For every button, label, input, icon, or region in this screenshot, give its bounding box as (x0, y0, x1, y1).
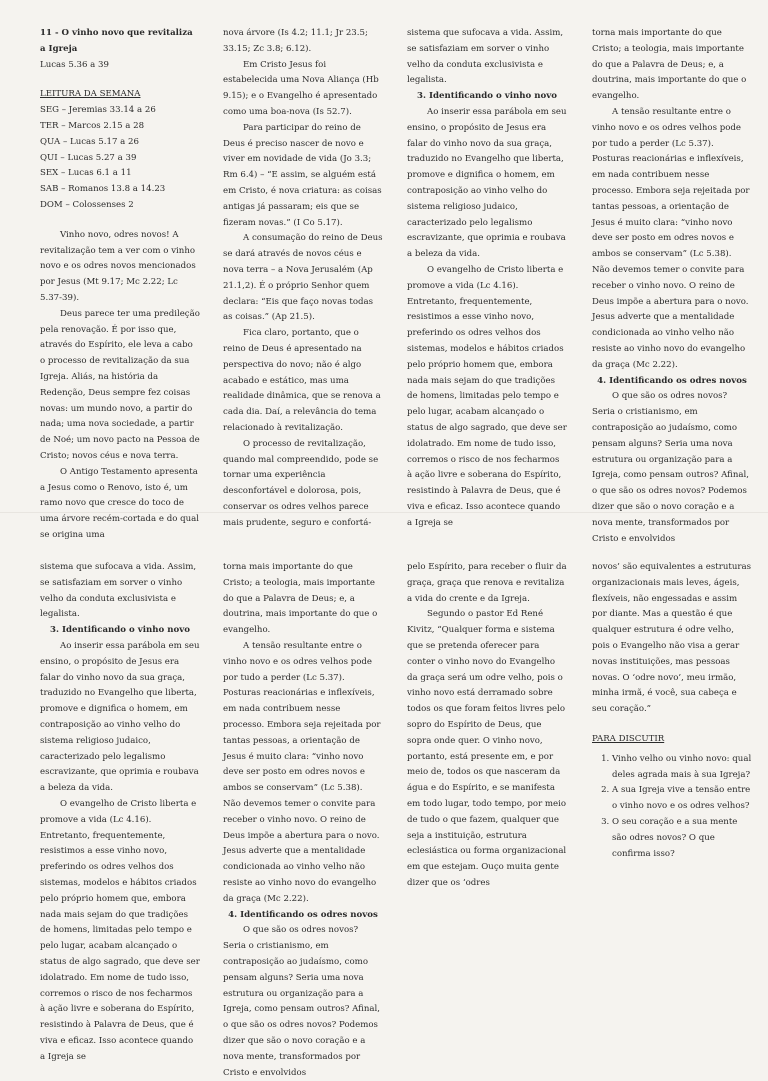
discussion-question: 2. A sua Igreja vive a tensão entre o vinho novo e os odres velhos? (612, 783, 752, 815)
discussion-question: 3. O seu coração e a sua mente são odres novos? O que confirma isso? (612, 815, 752, 862)
section-heading: 4. Identificando os odres novos (228, 909, 378, 920)
reading-item: DOM – Colossenses 2 (40, 199, 134, 210)
reading-item: SEG – Jeremias 33.14 a 26 (40, 105, 156, 116)
paragraph: sistema que sufocava a vida. Assim, se satisfaziam em sorver o vinho velho da conduta exclusivista e legalista. (407, 28, 564, 86)
lesson-reference: Lucas 5.36 a 39 (40, 59, 109, 70)
reading-item: QUA – Lucas 5.17 a 26 (40, 136, 139, 147)
reading-item: TER – Marcos 2.15 a 28 (40, 120, 145, 131)
paragraph: O evangelho de Cristo liberta e promove a vida (Lc 4.16). Entretanto, frequentemente, resistimos a esse vinho novo, preferindo os odres velhos dos sistemas, modelos e hábitos criados pelo próprio homem que, embora nada mais sejam do que tradições de homens, limitadas pelo tempo e pelo lugar, acabam alcançado o status de algo sagrado, que deve ser idolatrado. Em nome de tudo isso, corremos o risco de nos fecharmos à ação livre e soberana do Espírito, resistindo à Palavra de Deus, que é viva e eficaz. Isso acontece quando a Igreja se (40, 798, 200, 1062)
section-heading: 3. Identificando o vinho novo (417, 91, 557, 102)
paragraph: O processo de revitalização, quando mal compreendido, pode se tornar uma experiência desconfortável e dolorosa, pois, conservar os odres velhos parece mais prudente, seguro e confortá- (223, 438, 379, 528)
paragraph: sistema que sufocava a vida. Assim, se satisfaziam em sorver o vinho velho da conduta exclusivista e legalista. (40, 562, 197, 620)
page-divider (0, 512, 768, 513)
paragraph: Vinho novo, odres novos! A revitalização tem a ver com o vinho novo e os odres novos mencionados por Jesus (Mt 9.17; Mc 2.22; Lc 5.37-39). (40, 229, 196, 303)
paragraph: Fica claro, portanto, que o reino de Deus é apresentado na perspectiva do novo; não é algo acabado e estático, mas uma realidade dinâmica, que se renova a cada dia. Daí, a relevância do tema relacionado à revitalização. (223, 328, 381, 433)
reading-item: QUI – Lucas 5.27 a 39 (40, 152, 137, 163)
page1-column-1 (40, 26, 200, 544)
paragraph: torna mais importante do que Cristo; a teologia, mais importante do que a Palavra de Deus; e, a doutrina, mais importante do que o evangelho. (592, 28, 747, 102)
paragraph: Ao inserir essa parábola em seu ensino, o propósito de Jesus era falar do vinho novo da sua graça, traduzido no Evangelho que liberta, promove e dignifica o homem, em contraposição ao vinho velho do sistema religioso judaico, caracterizado pelo legalismo escravizante, que oprimia e roubava a beleza da vida. (407, 106, 567, 260)
page2-column-3 (407, 560, 567, 892)
discussion-heading: PARA DISCUTIR (592, 733, 665, 744)
section-heading: 4. Identificando os odres novos (597, 375, 747, 386)
paragraph: pelo Espírito, para receber o fluir da graça, graça que renova e revitaliza a vida do crente e da Igreja. (407, 562, 567, 604)
paragraph: O que são os odres novos? Seria o cristianismo, em contraposição ao judaísmo, como pensam alguns? Seria uma nova estrutura ou organização para a Igreja, como pensam outros? Afinal, o que são os odres novos? Podemos dizer que são o novo coração e a nova mente, transformados por Cristo e envolvidos (223, 925, 381, 1078)
paragraph: novos’ são equivalentes a estruturas organizacionais mais leves, ágeis, flexíveis, não engessadas e assim por diante. Mas a questão é que qualquer estrutura é odre velho, pois o Evangelho não visa a gerar novas instituições, mas pessoas novas. O ‘odre novo’, meu irmão, minha irmã, é você, sua cabeça e seu coração.” (592, 562, 752, 715)
paragraph: A tensão resultante entre o vinho novo e os odres velhos pode por tudo a perder (Lc 5.37). Posturas reacionárias e inflexíveis, em nada contribuem nesse processo. Embora seja rejeitada por tantas pessoas, a orientação de Jesus é muito clara: “vinho novo deve ser posto em odres novos e ambos se conservam” (Lc 5.38). Não devemos temer o convite para receber o vinho novo. O reino de Deus impõe a abertura para o novo. Jesus adverte que a mentalidade condicionada ao vinho velho não resiste ao vinho novo do evangelho da graça (Mc 2.22). (223, 640, 381, 904)
page2-column-2 (223, 560, 383, 1081)
paragraph: nova árvore (Is 4.2; 11.1; Jr 23.5; 33.15; Zc 3.8; 6.12). (223, 28, 368, 54)
page1-column-2 (223, 26, 383, 532)
paragraph: Segundo o pastor Ed René Kivitz, “Qualquer forma e sistema que se pretenda oferecer para conter o vinho novo do Evangelho da graça será um odre velho, pois o vinho novo está derramado sobre todos os que foram feitos livres pelo sopro do Espírito de Deus, que sopra onde quer. O vinho novo, portanto, está presente em, e por meio de, todos os que nasceram da água e do Espírito, e se manifesta em todo lugar, todo tempo, por meio de tudo o que fazem, qualquer que seja a instituição, estrutura eclesiástica ou forma organizacional em que estejam. Ouço muita gente dizer que os ‘odres (407, 609, 567, 888)
lesson-title: 11 - O vinho novo que revitaliza a Igreja (40, 28, 193, 54)
week-reading-heading: LEITURA DA SEMANA (40, 89, 141, 100)
section-heading: 3. Identificando o vinho novo (50, 625, 190, 636)
paragraph: A consumação do reino de Deus se dará através de novos céus e nova terra – a Nova Jerusalém (Ap 21.1,2). É o próprio Senhor quem declara: “Eis que faço novas todas as coisas.” (Ap 21.5). (223, 233, 383, 323)
discussion-question: 1. Vinho velho ou vinho novo: qual deles agrada mais à sua Igreja? (612, 752, 752, 784)
discussion-list (592, 752, 752, 863)
paragraph: Em Cristo Jesus foi estabelecida uma Nova Aliança (Hb 9.15); e o Evangelho é apresentado como uma boa-nova (Is 52.7). (223, 59, 379, 117)
page1-column-3 (407, 26, 567, 532)
page2-column-4 (592, 560, 752, 862)
reading-item: SEX – Lucas 6.1 a 11 (40, 168, 132, 179)
paragraph: torna mais importante do que Cristo; a teologia, mais importante do que a Palavra de Deus; e, a doutrina, mais importante do que o evangelho. (223, 562, 378, 636)
paragraph: Ao inserir essa parábola em seu ensino, o propósito de Jesus era falar do vinho novo da sua graça, traduzido no Evangelho que liberta, promove e dignifica o homem, em contraposição ao vinho velho do sistema religioso judaico, caracterizado pelo legalismo escravizante, que oprimia e roubava a beleza da vida. (40, 640, 200, 794)
reading-item: SAB – Romanos 13.8 a 14.23 (40, 184, 166, 195)
paragraph: O que são os odres novos? Seria o cristianismo, em contraposição ao judaísmo, como pensam alguns? Seria uma nova estrutura ou organização para a Igreja, como pensam outros? Afinal, o que são os odres novos? Podemos dizer que são o novo coração e a nova mente, transformados por Cristo e envolvidos (592, 391, 750, 544)
paragraph: O Antigo Testamento apresenta a Jesus como o Renovo, isto é, um ramo novo que cresce do toco de uma árvore recém-cortada e do qual se origina uma (40, 466, 200, 540)
paragraph: Para participar do reino de Deus é preciso nascer de novo e viver em novidade de vida (Jo 3.3; Rm 6.4) – “E assim, se alguém está em Cristo, é nova criatura: as coisas antigas já passaram; eis que se fizeram novas.” (I Co 5.17). (223, 122, 382, 228)
page1-column-4 (592, 26, 752, 547)
paragraph: Deus parece ter uma predileção pela renovação. É por isso que, através do Espírito, ele leva a cabo o processo de revitalização da sua Igreja. Aliás, na história da Redenção, Deus sempre fez coisas novas: um mundo novo, a partir do nada; uma nova sociedade, a partir de Noé; um novo pacto na Pessoa de Cristo; novos céus e nova terra. (40, 308, 200, 461)
page2-column-1 (40, 560, 200, 1066)
paragraph: O evangelho de Cristo liberta e promove a vida (Lc 4.16). Entretanto, frequentemente, resistimos a esse vinho novo, preferindo os odres velhos dos sistemas, modelos e hábitos criados pelo próprio homem que, embora nada mais sejam do que tradições de homens, limitadas pelo tempo e pelo lugar, acabam alcançado o status de algo sagrado, que deve ser idolatrado. Em nome de tudo isso, corremos o risco de nos fecharmos à ação livre e soberana do Espírito, resistindo à Palavra de Deus, que é viva e eficaz. Isso acontece quando a Igreja se (407, 264, 567, 528)
paragraph: A tensão resultante entre o vinho novo e os odres velhos pode por tudo a perder (Lc 5.37). Posturas reacionárias e inflexíveis, em nada contribuem nesse processo. Embora seja rejeitada por tantas pessoas, a orientação de Jesus é muito clara: “vinho novo deve ser posto em odres novos e ambos se conservam” (Lc 5.38). Não devemos temer o convite para receber o vinho novo. O reino de Deus impõe a abertura para o novo. Jesus adverte que a mentalidade condicionada ao vinho velho não resiste ao vinho novo do evangelho da graça (Mc 2.22). (592, 106, 750, 370)
